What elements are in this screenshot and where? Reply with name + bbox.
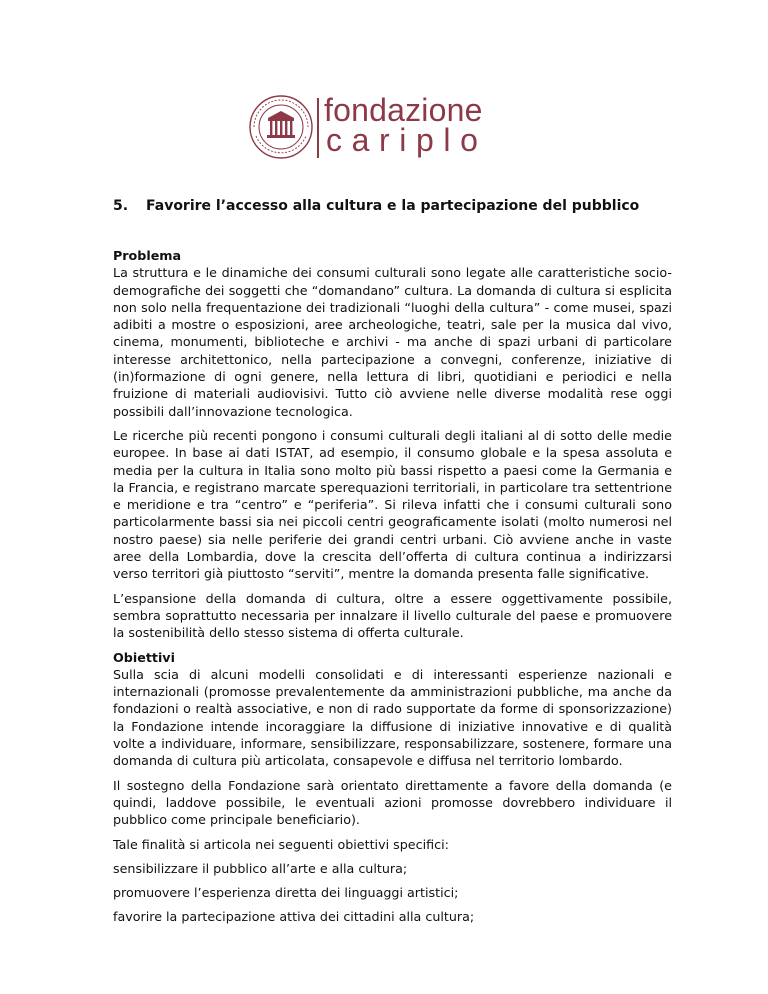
objective-item: sensibilizzare il pubblico all’arte e alla cultura;	[113, 860, 408, 876]
objective-item: promuovere l’esperienza diretta dei linguaggi artistici;	[113, 885, 459, 901]
obiettivi-paragraph-2: Il sostegno della Fondazione sarà orientato direttamente a favore della domanda (e quindi, laddove possibile, le eventuali azioni promosse dovrebbero individuare il pubblico come principale beneficiario).	[113, 777, 672, 828]
seal-icon	[248, 94, 314, 160]
problema-paragraph-2: Le ricerche più recenti pongono i consumi culturali degli italiani al di sotto delle medie europee. In base ai dati ISTAT, ad esempio, il consumo globale e la spesa assoluta e media per la cultura in Italia sono molto più bassi rispetto a paesi come la Germania e la Francia, e registrano marcate sperequazioni territoriali, in particolare tra settentrione e meridione e tra “centro” e “periferia”. Si rileva infatti che i consumi culturali sono particolarmente bassi sia nei piccoli centri geograficamente isolati (molto numerosi nel nostro paese) sia nelle periferie dei grandi centri urbani. Ciò avviene anche in vaste aree della Lombardia, dove la crescita dell’offerta di cultura continua a indirizzarsi verso territori già piuttosto “serviti”, mentre la domanda presenta falle significative.	[113, 427, 672, 582]
section-title: Favorire l’accesso alla cultura e la partecipazione del pubblico	[146, 198, 640, 214]
document-body	[113, 247, 672, 933]
objective-item: favorire la partecipazione attiva dei cittadini alla cultura;	[113, 909, 475, 925]
logo-word-cariplo: cariplo	[326, 122, 488, 158]
problema-heading: Problema	[113, 248, 182, 263]
logo-word-fondazione: fondazione	[324, 92, 483, 128]
problema-paragraph-3: L’espansione della domanda di cultura, oltre a essere oggettivamente possibile, sembra soprattutto necessaria per innalzare il livello culturale del paese e promuovere la sostenibilità dello stesso sistema di offerta culturale.	[113, 590, 672, 641]
obiettivi-heading: Obiettivi	[113, 649, 175, 665]
problema-paragraph-1: La struttura e le dinamiche dei consumi culturali sono legate alle caratteristiche socio-demografiche dei soggetti che “domandano” cultura. La domanda di cultura si esplicita non solo nella frequentazione dei tradizionali “luoghi della cultura” - come musei, spazi adibiti a mostre o esposizioni, aree archeologiche, teatri, sale per la musica dal vivo, cinema, monumenti, biblioteche e archivi - ma anche di spazi urbani di particolare interesse architettonico, nella partecipazione a convegni, conferenze, iniziative di (in)formazione di ogni genere, nella lettura di libri, quotidiani e periodici e nella fruizione di materiali audiovisivi. Tutto ciò avviene nelle diverse modalità rese oggi possibili dall’innovazione tecnologica.	[113, 265, 672, 419]
logo-divider	[317, 98, 319, 158]
obiettivi-paragraph-1: Sulla scia di alcuni modelli consolidati e di interessanti esperienze nazionali e internazionali (promosse prevalentemente da amministrazioni pubbliche, ma anche da fondazioni o realtà associative, e non di rado supportate da forme di sponsorizzazione) la Fondazione intende incoraggiare la diffusione di iniziative innovative e di qualità volte a individuare, informare, sensibilizzare, responsabilizzare, sostenere, formare una domanda di cultura più articolata, consapevole e diffusa nel territorio lombardo.	[113, 666, 672, 769]
section-number: 5.	[113, 198, 129, 214]
fondazione-cariplo-logo	[248, 94, 528, 162]
obiettivi-paragraph-3: Tale finalità si articola nei seguenti obiettivi specifici:	[113, 836, 449, 852]
